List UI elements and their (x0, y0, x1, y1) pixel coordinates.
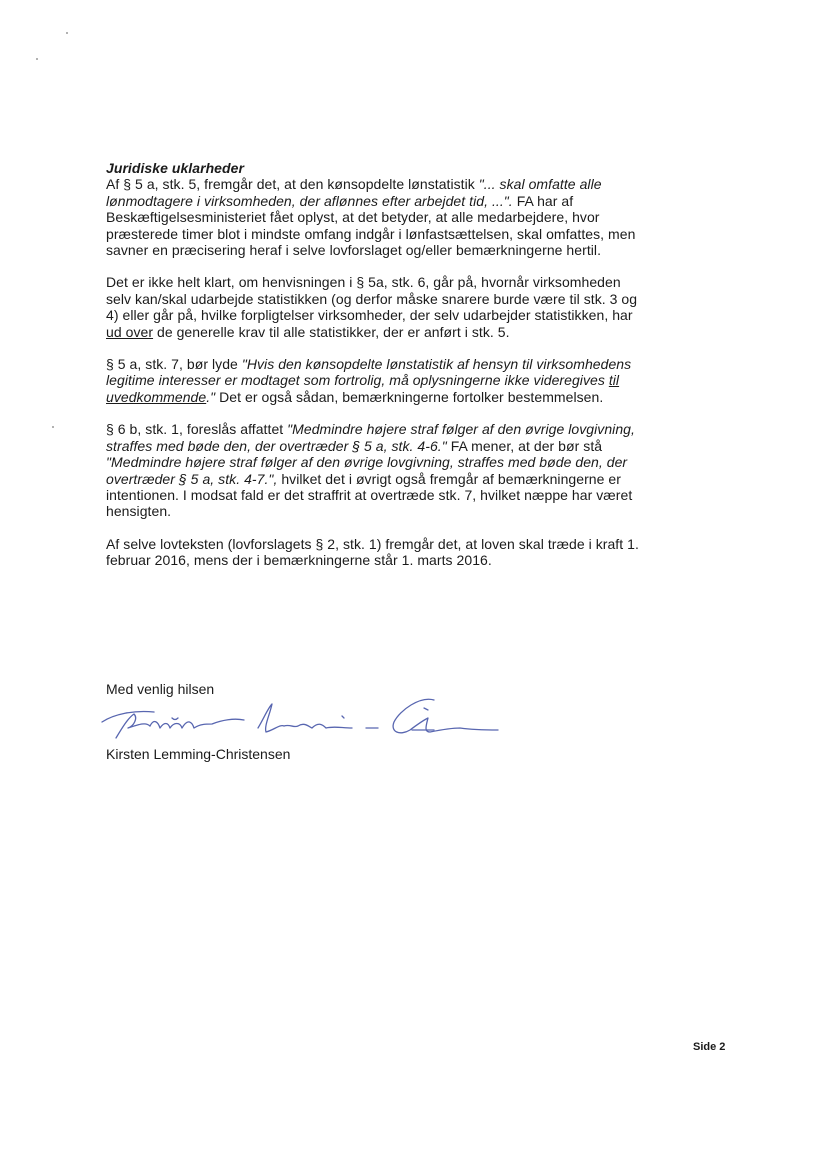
paragraph-text: FA har af Beskæftigelsesministeriet fået oplyst, at det betyder, at alle medarbejdere, hvor præsterede timer blot i mindste omfang indgår i lønfastsættelsen, skal omfattes, men savner en præcisering heraf i selve lovforslaget og/eller bemærkningerne hertil. (106, 192, 636, 259)
signer-name: Kirsten Lemming-Christensen (106, 746, 291, 762)
quoted-text: "... skal omfatte alle lønmodtagere i virksomheden, der aflønnes efter arbejdet tid, ...". (106, 176, 602, 209)
paragraph-reference (106, 274, 646, 340)
page-number: Side 2 (693, 1041, 726, 1053)
paragraph-text: Det er ikke helt klart, om henvisningen i § 5a, stk. 6, går på, hvornår virksomheden selv kan/skal udarbejde statistikken (og derfor måske snarere burde være til stk. 3 og 4) eller går på, hvilke forpligtelser virksomheder, der selv udarbejder statistikken, har (106, 274, 638, 324)
paragraph-text: FA mener, at der bør stå (446, 437, 603, 454)
closing-greeting: Med venlig hilsen (106, 681, 215, 697)
paragraph-text: Det er også sådan, bemærkningerne fortolker bestemmelsen. (215, 388, 604, 405)
quoted-text: ." (206, 388, 216, 405)
quoted-text: "Medmindre højere straf følger af den øvrige lovgivning, straffes med bøde den, der overtræder § 5 a, stk. 4-7.", (106, 454, 628, 487)
quoted-text: "Hvis den kønsopdelte lønstatistik af hensyn til virksomhedens legitime interesser er modtaget som fortrolig, må oplysningerne ikke videregives (106, 356, 632, 389)
paragraph-confidentiality (106, 356, 646, 405)
paragraph-text: hvilket det i øvrigt også fremgår af bemærkningerne er intentionen. I modsat fald er det straffrit at overtræde stk. 7, hvilket næppe har været hensigten. (106, 470, 633, 520)
scan-speck (36, 58, 38, 60)
quoted-text: "Medmindre højere straf følger af den øvrige lovgivning, straffes med bøde den, der overtræder § 5 a, stk. 4-6." (106, 421, 635, 454)
scan-speck (66, 32, 68, 34)
paragraph-text: § 6 b, stk. 1, foreslås affattet (106, 421, 288, 438)
handwritten-signature (94, 688, 504, 748)
underlined-text: ud over (106, 323, 154, 340)
paragraph-scope (106, 176, 646, 258)
paragraph-text: de generelle krav til alle statistikker, der er anført i stk. 5. (153, 323, 510, 340)
paragraph-text: Af § 5 a, stk. 5, fremgår det, at den kønsopdelte lønstatistik (106, 176, 479, 193)
scan-speck (52, 426, 54, 428)
underlined-quoted-text: til uvedkommende (106, 372, 620, 405)
paragraph-effective-date (106, 536, 646, 569)
section-heading: Juridiske uklarheder (106, 160, 244, 176)
letter-body (106, 160, 646, 585)
paragraph-penalty (106, 421, 646, 519)
paragraph-text: Af selve lovteksten (lovforslagets § 2, stk. 1) fremgår det, at loven skal træde i kraft 1. februar 2016, mens der i bemærkningerne står 1. marts 2016. (106, 535, 639, 569)
paragraph-text: § 5 a, stk. 7, bør lyde (106, 356, 242, 373)
